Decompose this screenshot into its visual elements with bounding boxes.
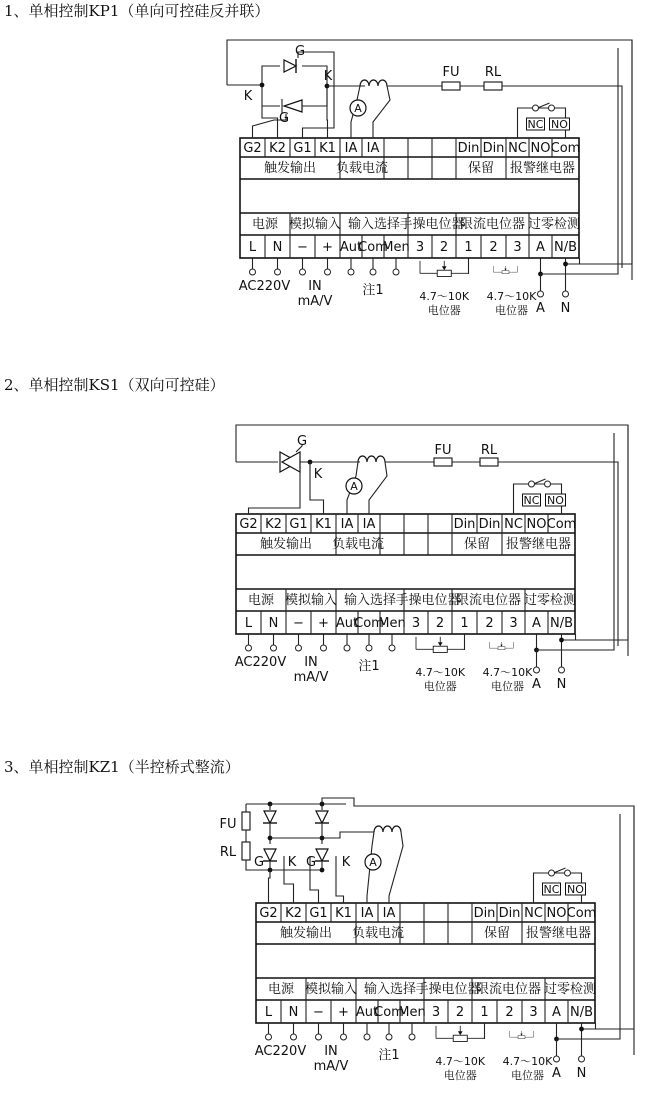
trigger-wire <box>327 86 328 138</box>
pot-value-label: 4.7～10K <box>435 1055 486 1068</box>
line-a-terminal <box>538 291 544 297</box>
top-group-label: 报警继电器 <box>525 926 592 941</box>
fuse-icon <box>242 812 250 830</box>
bottom-terminal-label: Men <box>382 240 410 255</box>
top-terminal-label: NC <box>524 906 543 921</box>
top-terminal-label: NC <box>504 517 523 532</box>
trigger-wire <box>303 52 335 138</box>
analog-unit-label: mA/V <box>297 294 333 309</box>
relay-switch-blade <box>538 103 550 108</box>
relay-contact-point <box>533 105 539 111</box>
analog-unit-label: mA/V <box>313 1059 349 1074</box>
cathode-label: K <box>341 855 351 870</box>
terminal-point <box>386 1034 392 1040</box>
top-terminal-label: Din <box>457 141 480 156</box>
relay-contact-point <box>545 481 551 487</box>
terminal-point <box>409 1034 415 1040</box>
terminal-point <box>275 269 281 275</box>
relay-nc-label: NC <box>523 494 540 507</box>
diagram-title: 3、单相控制KZ1（半控桥式整流） <box>4 758 240 776</box>
diode-icon <box>315 811 329 823</box>
top-group-label: 触发输出 <box>279 926 333 941</box>
trigger-wire <box>269 870 271 903</box>
alarm-relay-contacts <box>518 103 570 138</box>
terminal-point <box>370 269 376 275</box>
top-terminal-label: Din <box>482 141 505 156</box>
bottom-group-label: 手操电位器 <box>395 593 461 608</box>
manual-potentiometer-icon <box>420 261 469 277</box>
terminal-block <box>256 903 596 1023</box>
bottom-terminal-label: L <box>264 1005 273 1020</box>
terminal-point <box>393 269 399 275</box>
pot-value-label: 4.7～10K <box>482 666 533 679</box>
line-n-label: N <box>556 677 567 692</box>
terminal-point <box>316 1034 322 1040</box>
line-n-terminal <box>579 1056 585 1062</box>
line-a-label: A <box>552 1066 561 1081</box>
top-terminal-label: IA <box>366 141 380 156</box>
terminal-block <box>240 138 580 258</box>
fuse-label: FU <box>442 65 460 80</box>
terminal-point <box>348 269 354 275</box>
power-label: AC220V <box>254 1044 307 1059</box>
neutral-loop-wire <box>580 40 633 264</box>
bottom-terminal-label: + <box>318 616 329 631</box>
current-transformer-coil-icon <box>374 826 401 832</box>
top-terminal-label: NO <box>546 906 567 921</box>
gate-label: G <box>296 434 308 449</box>
bottom-group-label: 电源 <box>267 982 295 997</box>
bottom-terminal-label: 2 <box>439 240 449 255</box>
bottom-terminal-label: 1 <box>480 1005 489 1020</box>
bottom-terminal-label: 2 <box>489 240 498 255</box>
terminal-point <box>325 269 331 275</box>
terminal-point <box>300 269 306 275</box>
top-terminal-label: IA <box>344 141 358 156</box>
junction-dot <box>260 83 265 88</box>
bottom-group-label: 输入选择 <box>363 982 417 997</box>
bottom-group-label: 限流电位器 <box>459 217 526 232</box>
bottom-terminal-label: Aut <box>339 240 363 255</box>
limit-potentiometer-icon <box>510 1031 534 1039</box>
power-label: AC220V <box>238 279 291 294</box>
diagram-kz1 <box>4 758 634 1082</box>
trigger-wire <box>253 120 275 138</box>
ammeter-label: A <box>354 102 362 115</box>
top-terminal-label: K2 <box>269 141 286 156</box>
top-terminal-label: G2 <box>243 141 262 156</box>
top-terminal-label: K2 <box>265 517 282 532</box>
bottom-terminal-label: N/B <box>549 616 574 631</box>
terminal-point <box>271 645 277 651</box>
top-terminal-label: Com <box>566 906 597 921</box>
resistive-load-icon <box>242 842 250 860</box>
bottom-terminal-label: N <box>272 240 283 255</box>
bottom-group-label: 过零检测 <box>543 982 597 997</box>
bottom-terminal-label: Aut <box>355 1005 379 1020</box>
pot-value-label: 4.7～10K <box>502 1055 553 1068</box>
alarm-relay-contacts <box>514 479 566 514</box>
relay-nc-label: NC <box>527 118 544 131</box>
relay-contact-point <box>529 481 535 487</box>
bottom-terminal-label: 2 <box>485 616 494 631</box>
fuse-label: FU <box>434 443 452 458</box>
pot-value-label: 4.7～10K <box>419 290 470 303</box>
bottom-terminal-label: N/B <box>569 1005 594 1020</box>
top-terminal-label: G1 <box>293 141 312 156</box>
bottom-terminal-label: Com <box>358 240 388 255</box>
bottom-group-label: 电源 <box>251 217 279 232</box>
gate-label: G <box>294 44 306 59</box>
bottom-terminal-label: Men <box>398 1005 426 1020</box>
load-label: RL <box>484 65 502 80</box>
bottom-terminal-label: 1 <box>460 616 469 631</box>
top-terminal-label: Din <box>478 517 501 532</box>
top-group-label: 负载电流 <box>331 537 385 552</box>
analog-input-label: IN <box>308 279 322 294</box>
neutral-loop-wire <box>576 425 629 640</box>
bottom-terminal-label: A <box>532 616 541 631</box>
ct-wire <box>373 86 390 138</box>
relay-switch-blade <box>534 479 546 484</box>
current-transformer-coil-icon <box>358 456 385 462</box>
gate-label: G <box>305 855 317 870</box>
bottom-terminal-label: 3 <box>431 1005 441 1020</box>
bottom-group-label: 限流电位器 <box>455 593 522 608</box>
line-n-terminal <box>559 667 565 673</box>
power-label: AC220V <box>234 655 287 670</box>
bottom-group-label: 输入选择 <box>343 593 397 608</box>
bottom-terminal-label: − <box>313 1005 324 1020</box>
bottom-group-label: 限流电位器 <box>475 982 542 997</box>
note-label: 注1 <box>362 283 384 298</box>
scr-upper-icon <box>284 59 296 73</box>
top-terminal-label: Com <box>546 517 577 532</box>
bottom-terminal-label: + <box>338 1005 349 1020</box>
ammeter-label: A <box>369 856 377 869</box>
top-terminal-label: Din <box>498 906 521 921</box>
top-group-label: 保留 <box>467 161 495 176</box>
junction-dot <box>563 262 568 267</box>
line-a-label: A <box>532 677 541 692</box>
top-terminal-label: G1 <box>289 517 308 532</box>
bottom-group-label: 模拟输入 <box>284 593 338 608</box>
line-a-label: A <box>536 301 545 316</box>
diode-icon <box>263 811 277 823</box>
diagram-title: 1、单相控制KP1（单向可控硅反并联） <box>4 2 270 20</box>
cathode-label: K <box>323 69 333 84</box>
top-terminal-label: NO <box>530 141 551 156</box>
top-group-label: 报警继电器 <box>505 537 572 552</box>
ct-wire <box>369 462 387 514</box>
cathode-label: K <box>287 855 297 870</box>
terminal-point <box>250 269 256 275</box>
terminal-point <box>341 1034 347 1040</box>
terminal-point <box>246 645 252 651</box>
relay-contact-point <box>549 870 555 876</box>
bottom-group-label: 过零检测 <box>523 593 577 608</box>
bottom-terminal-label: 2 <box>435 616 445 631</box>
scr-wire <box>262 66 280 86</box>
relay-contact-point <box>549 105 555 111</box>
terminal-point <box>296 645 302 651</box>
scr-wire <box>262 86 280 106</box>
pot-value-label: 4.7～10K <box>486 290 537 303</box>
cathode-label: K <box>313 467 323 482</box>
top-terminal-label: IA <box>360 906 374 921</box>
bottom-terminal-label: + <box>322 240 333 255</box>
trigger-wire <box>262 106 278 138</box>
diagram-kp1 <box>4 2 632 317</box>
top-terminal-label: G2 <box>259 906 278 921</box>
cathode-label: K <box>243 89 253 104</box>
top-terminal-label: IA <box>362 517 376 532</box>
fuse-icon <box>442 82 460 90</box>
line-n-label: N <box>560 301 571 316</box>
limit-potentiometer-icon <box>490 642 514 650</box>
top-group-label: 负载电流 <box>335 161 389 176</box>
pot-name-label: 电位器 <box>443 1069 477 1082</box>
terminal-point <box>291 1034 297 1040</box>
fuse-icon <box>434 458 452 466</box>
top-group-label: 保留 <box>463 537 491 552</box>
ammeter-label: A <box>350 480 358 493</box>
bottom-terminal-label: Men <box>378 616 406 631</box>
top-group-label: 触发输出 <box>259 537 313 552</box>
line-n-terminal <box>563 291 569 297</box>
bottom-terminal-label: L <box>248 240 257 255</box>
top-terminal-label: K1 <box>315 517 332 532</box>
pot-name-label: 电位器 <box>495 304 528 317</box>
top-terminal-label: IA <box>340 517 354 532</box>
junction-dot <box>579 1027 584 1032</box>
bottom-terminal-label: N <box>288 1005 299 1020</box>
bottom-group-label: 模拟输入 <box>304 982 358 997</box>
top-terminal-label: Din <box>453 517 476 532</box>
bottom-terminal-label: − <box>293 616 304 631</box>
line-a-terminal <box>534 667 540 673</box>
terminal-point <box>366 645 372 651</box>
bottom-group-label: 电源 <box>247 593 275 608</box>
top-terminal-label: Din <box>473 906 496 921</box>
relay-contact-point <box>565 870 571 876</box>
relay-nc-label: NC <box>543 883 560 896</box>
ct-wire <box>389 832 403 903</box>
analog-input-label: IN <box>324 1044 338 1059</box>
pot-name-label: 电位器 <box>423 680 457 693</box>
bottom-terminal-label: 3 <box>513 240 522 255</box>
bottom-group-label: 手操电位器 <box>415 982 481 997</box>
bottom-terminal-label: 2 <box>505 1005 514 1020</box>
scr-icon <box>315 849 329 861</box>
terminal-point <box>344 645 350 651</box>
scr-icon <box>263 849 277 861</box>
relay-switch-blade <box>554 868 566 873</box>
top-group-label: 报警继电器 <box>509 161 576 176</box>
top-terminal-label: K2 <box>285 906 302 921</box>
gate-label: G <box>278 111 290 126</box>
terminal-point <box>266 1034 272 1040</box>
bottom-terminal-label: 3 <box>415 240 425 255</box>
terminal-point <box>321 645 327 651</box>
bottom-group-label: 过零检测 <box>527 217 581 232</box>
terminal-point <box>364 1034 370 1040</box>
bottom-terminal-label: L <box>244 616 253 631</box>
junction-dot <box>559 638 564 643</box>
pot-name-label: 电位器 <box>511 1069 544 1082</box>
gate-label: G <box>253 855 265 870</box>
bottom-terminal-label: − <box>297 240 308 255</box>
bottom-terminal-label: A <box>536 240 545 255</box>
bottom-terminal-label: Aut <box>335 616 359 631</box>
bottom-terminal-label: 3 <box>509 616 518 631</box>
pot-name-label: 电位器 <box>491 680 524 693</box>
bottom-terminal-label: A <box>552 1005 561 1020</box>
diagram-title: 2、单相控制KS1（双向可控硅） <box>4 376 225 394</box>
analog-input-label: IN <box>304 655 318 670</box>
bottom-terminal-label: 2 <box>455 1005 465 1020</box>
top-terminal-label: Com <box>550 141 581 156</box>
terminal-point <box>389 645 395 651</box>
top-terminal-label: NC <box>508 141 527 156</box>
bottom-terminal-label: Com <box>374 1005 404 1020</box>
bottom-group-label: 输入选择 <box>347 217 401 232</box>
top-group-label: 触发输出 <box>263 161 317 176</box>
load-label: RL <box>219 845 237 860</box>
bottom-terminal-label: 3 <box>411 616 421 631</box>
resistive-load-icon <box>480 458 498 466</box>
bottom-terminal-label: Com <box>354 616 384 631</box>
diagram-ks1 <box>4 376 628 693</box>
top-terminal-label: IA <box>382 906 396 921</box>
bottom-terminal-label: 3 <box>529 1005 538 1020</box>
bottom-terminal-label: N/B <box>553 240 578 255</box>
top-group-label: 负载电流 <box>351 926 405 941</box>
top-terminal-label: K1 <box>335 906 352 921</box>
line-n-label: N <box>576 1066 587 1081</box>
analog-unit-label: mA/V <box>293 670 329 685</box>
top-terminal-label: K1 <box>319 141 336 156</box>
bottom-terminal-label: N <box>268 616 279 631</box>
manual-potentiometer-icon <box>436 1026 485 1042</box>
load-label: RL <box>480 443 498 458</box>
manual-potentiometer-icon <box>416 637 465 653</box>
terminal-block <box>236 514 576 634</box>
top-terminal-label: G2 <box>239 517 258 532</box>
top-group-label: 保留 <box>483 926 511 941</box>
neutral-loop-wire <box>596 806 635 1029</box>
trigger-wire <box>249 462 301 514</box>
bottom-group-label: 模拟输入 <box>288 217 342 232</box>
bottom-group-label: 手操电位器 <box>399 217 465 232</box>
line-a-terminal <box>554 1056 560 1062</box>
relay-no-label: NO <box>551 118 568 131</box>
junction-dot <box>320 868 325 873</box>
relay-no-label: NO <box>567 883 584 896</box>
bottom-terminal-label: 1 <box>464 240 473 255</box>
note-label: 注1 <box>378 1048 400 1063</box>
current-transformer-coil-icon <box>360 80 387 86</box>
top-terminal-label: G1 <box>309 906 328 921</box>
resistive-load-icon <box>484 82 502 90</box>
limit-potentiometer-icon <box>494 266 518 274</box>
pot-value-label: 4.7～10K <box>415 666 466 679</box>
alarm-relay-contacts <box>534 868 586 903</box>
fuse-label: FU <box>219 817 237 832</box>
pot-name-label: 电位器 <box>427 304 461 317</box>
note-label: 注1 <box>358 659 380 674</box>
relay-no-label: NO <box>547 494 564 507</box>
top-terminal-label: NO <box>526 517 547 532</box>
